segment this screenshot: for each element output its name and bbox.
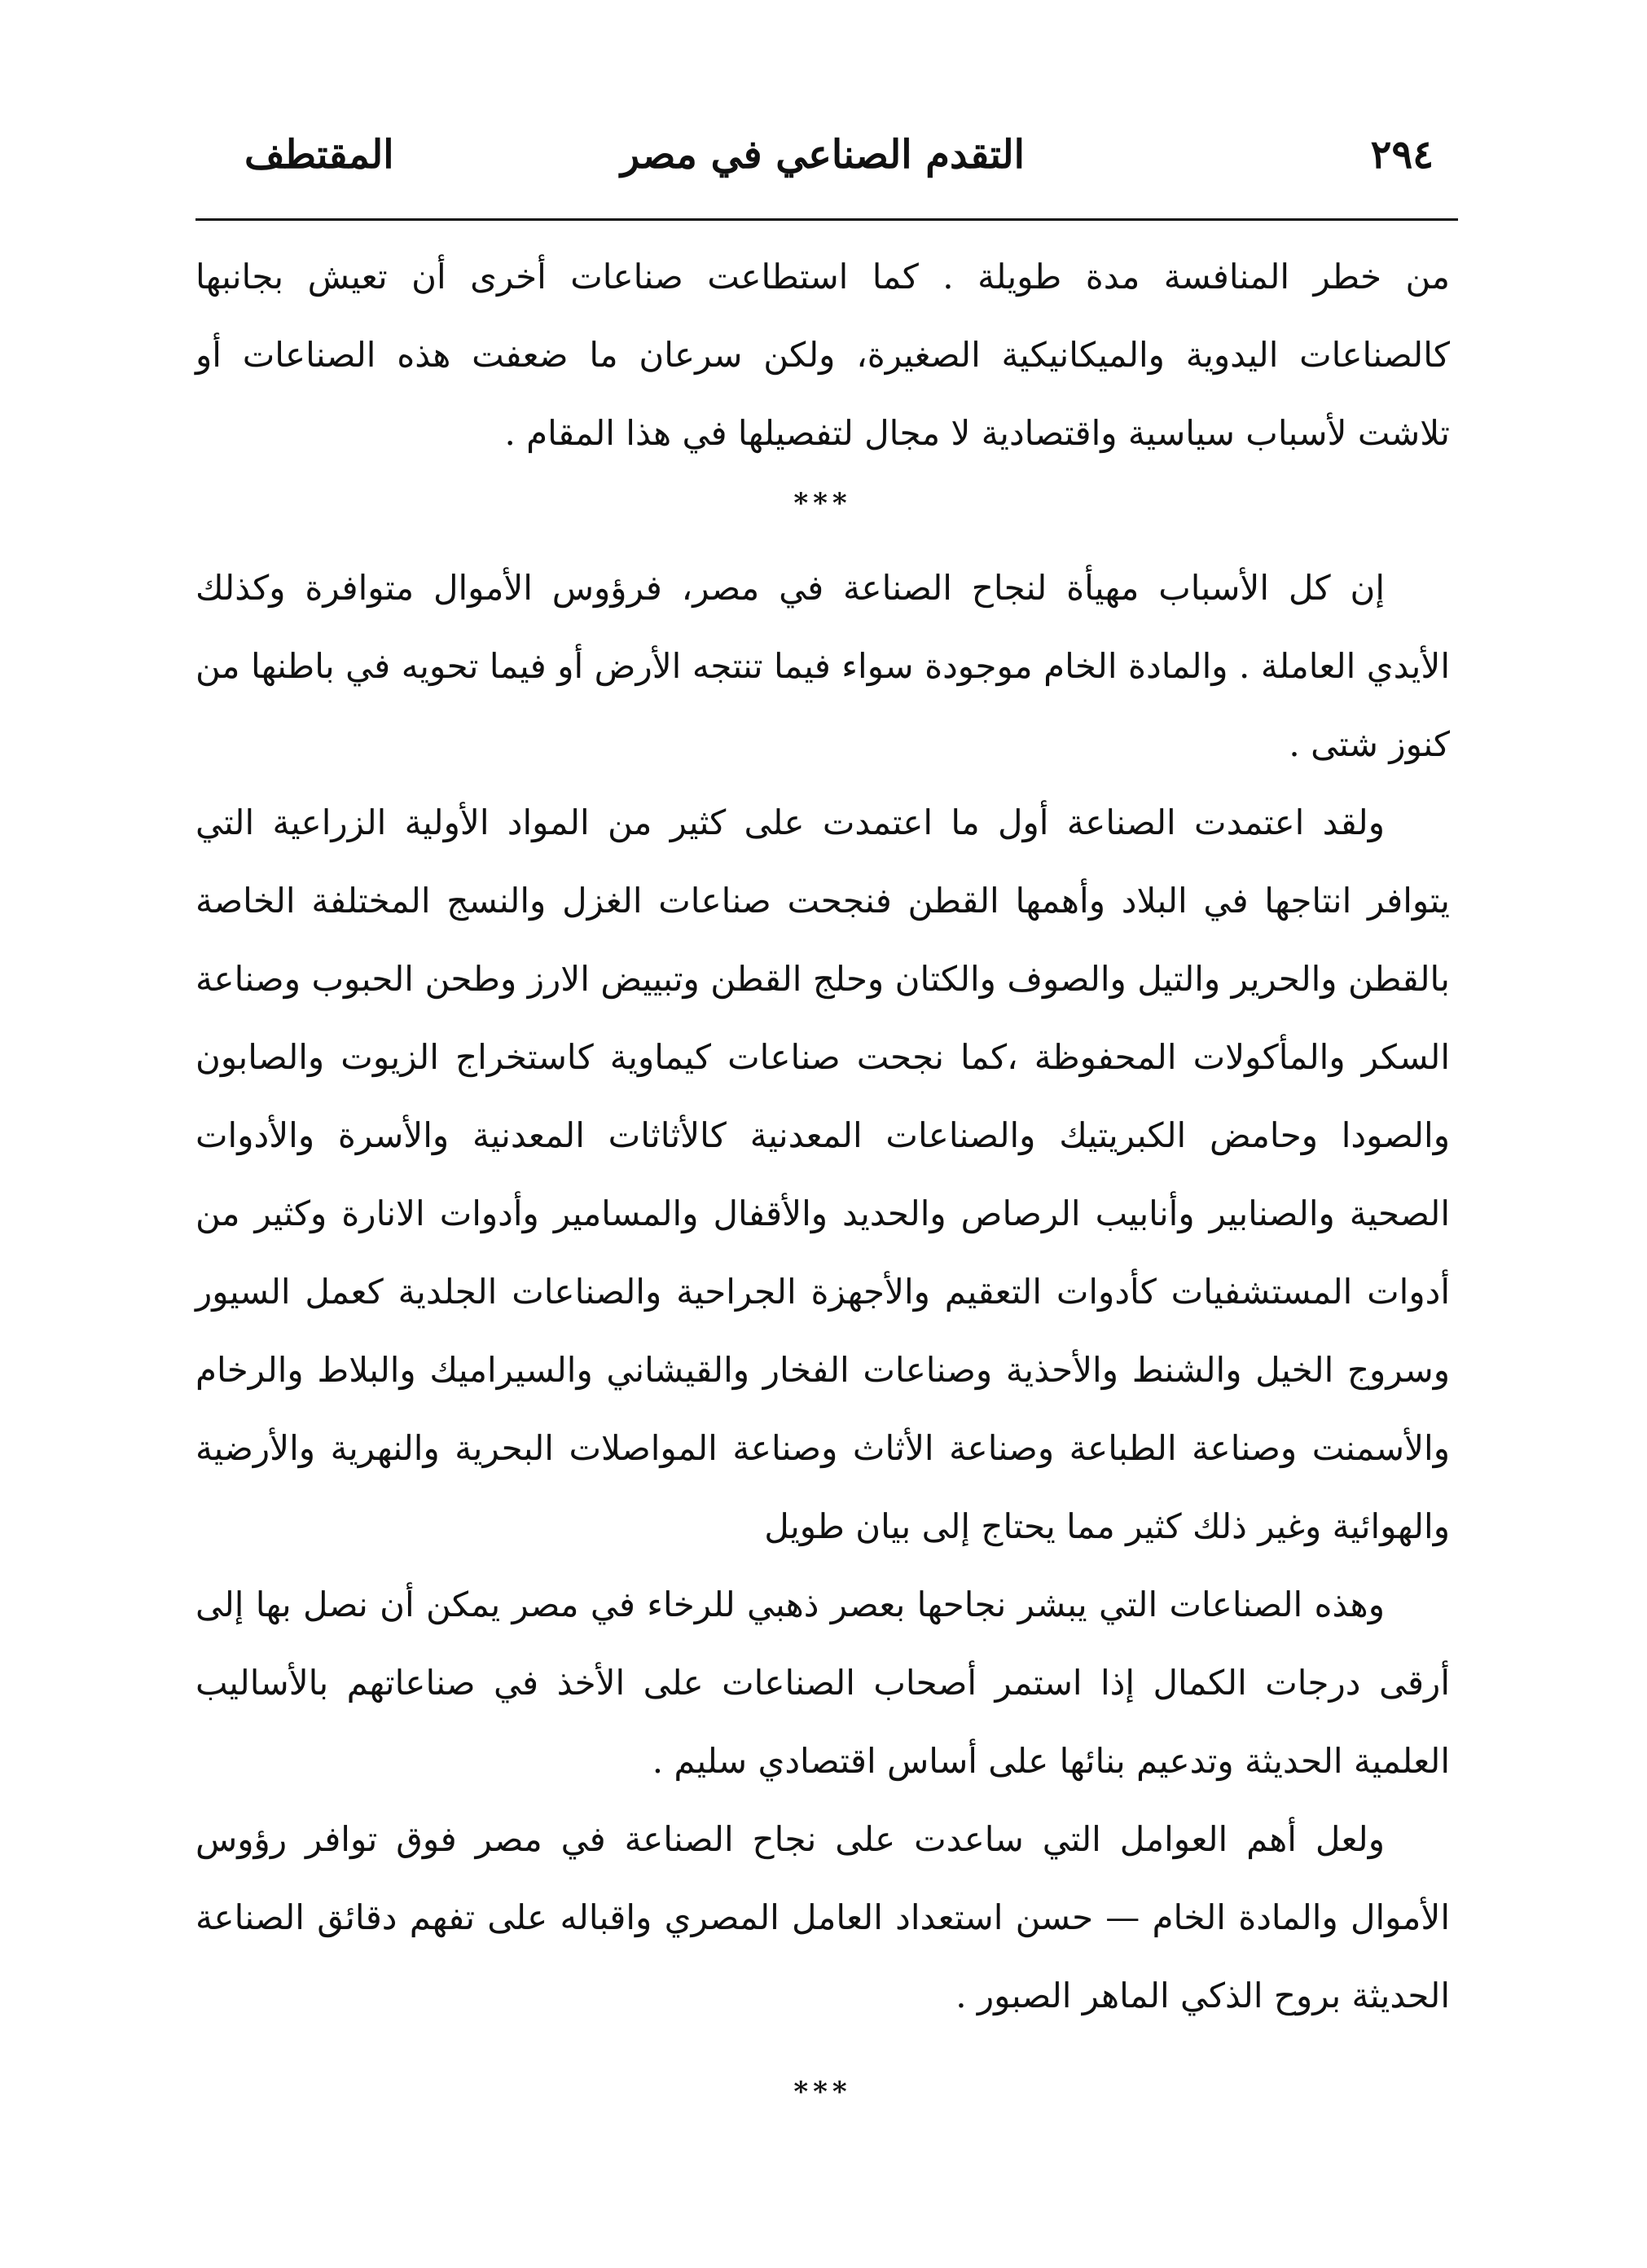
article-title: التقدم الصناعي في مصر [621, 132, 1025, 178]
paragraph: إن كل الأسباب مهيأة لنجاح الصناعة في مصر، فرؤوس الأموال متوافرة وكذلك الأيدي العاملة . والمادة الخام موجودة سواء فيما تنتجه الأرض أو فيما تحويه في باطنها من كنوز شتى . [195, 568, 1450, 764]
header-rule [195, 218, 1458, 221]
section-separator: *** [793, 487, 852, 520]
paragraph: ولقد اعتمدت الصناعة أول ما اعتمدت على كثير من المواد الأولية الزراعية التي يتوافر انتاجها في البلاد وأهمها القطن فنجحت صناعات الغزل والنسج المختلفة الخاصة بالقطن والحرير والتيل والصوف والكتان وحلج القطن وتبييض الارز وطحن الحبوب وصناعة السكر والمأكولات المحفوظة ،كما نجحت صناعات كيماوية كاستخراج الزيوت والصابون والصودا وحامض الكبريتيك والصناعات المعدنية كالأثاثات المعدنية والأسرة والأدوات الصحية والصنابير وأنابيب الرصاص والحديد والأقفال والمسامير وأدوات الانارة وكثير من أدوات المستشفيات كأدوات التعقيم والأجهزة الجراحية والصناعات الجلدية كعمل السيور وسروج الخيل والشنط والأحذية وصناعات الفخار والقيشاني والسيراميك والبلاط والرخام والأسمنت وصناعة الطباعة وصناعة الأثاث وصناعة المواصلات البحرية والنهرية والأرضية والهوائية وغير ذلك كثير مما يحتاج إلى بيان طويل [195, 802, 1451, 1546]
paragraph: وهذه الصناعات التي يبشر نجاحها بعصر ذهبي للرخاء في مصر يمكن أن نصل بها إلى أرقى درجات الكمال إذا استمر أصحاب الصناعات على الأخذ في صناعاتهم بالأساليب العلمية الحديثة وتدعيم بنائها على أساس اقتصادي سليم . [195, 1585, 1450, 1781]
page-number: ٢٩٤ [1370, 132, 1434, 178]
body-text [195, 238, 1450, 2116]
journal-name: المقتطف [244, 132, 394, 178]
paragraph: ولعل أهم العوامل التي ساعدت على نجاح الصناعة في مصر فوق توافر رؤوس الأموال والمادة الخام — حسن استعداد العامل المصري واقباله على تفهم دقائق الصناعة الحديثة بروح الذكي الماهر الصبور . [195, 1819, 1450, 2015]
section-separator: *** [793, 2076, 852, 2108]
running-head [195, 122, 1450, 196]
paragraph: من خطر المنافسة مدة طويلة . كما استطاعت صناعات أخرى أن تعيش بجانبها كالصناعات اليدوية والميكانيكية الصغيرة، ولكن سرعان ما ضعفت هذه الصناعات أو تلاشت لأسباب سياسية واقتصادية لا مجال لتفصيلها في هذا المقام . [195, 257, 1450, 453]
